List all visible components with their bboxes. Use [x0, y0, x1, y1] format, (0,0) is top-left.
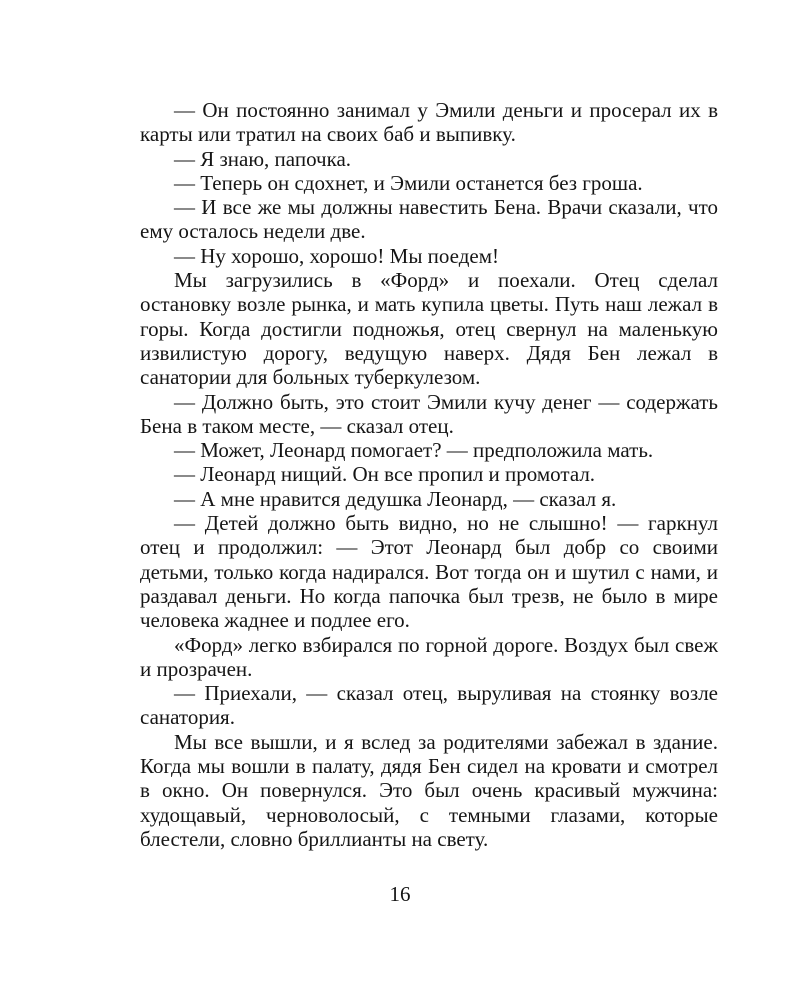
paragraph: — Должно быть, это стоит Эмили кучу денег — содержать Бена в таком месте, — сказал отец. — [140, 389, 718, 438]
paragraph: — Может, Леонард помогает? — предположила мать. — [174, 438, 654, 463]
paragraph: — А мне нравится дедушка Леонард, — сказал я. — [174, 486, 617, 511]
paragraph: — Детей должно быть видно, но не слышно! — гаркнул отец и продолжил: — Этот Леонард был добр со своими детьми, только когда надирался. Вот тогда он и шутил с нами, и раздавал деньги. Но когда папочка был трезв, не было в мире человека жаднее и подлее его. — [140, 511, 718, 633]
paragraph: — Ну хорошо, хорошо! Мы поедем! — [174, 243, 500, 268]
page-number: 16 — [389, 882, 411, 906]
paragraph: «Форд» легко взбирался по горной дороге. Воздух был свеж и прозрачен. — [140, 632, 718, 681]
paragraph: — Я знаю, папочка. — [174, 146, 352, 171]
paragraph: — Он постоянно занимал у Эмили деньги и просерал их в карты или тратил на своих баб и выпивку. — [140, 98, 718, 147]
paragraph: Мы все вышли, и я вслед за родителями забежал в здание. Когда мы вошли в палату, дядя Бен сидел на кровати и смотрел в окно. Он повернулся. Это был очень красивый мужчина: худощавый, черноволосый, с темными глазами, которые блестели, словно бриллианты на свету. — [140, 729, 718, 851]
paragraph: — Теперь он сдохнет, и Эмили останется без гроша. — [174, 170, 643, 195]
paragraph: — И все же мы должны навестить Бена. Врачи сказали, что ему осталось недели две. — [140, 195, 718, 244]
body-text — [140, 98, 718, 851]
paragraph: — Леонард нищий. Он все пропил и промотал. — [174, 462, 596, 487]
paragraph: Мы загрузились в «Форд» и поехали. Отец сделал остановку возле рынка, и мать купила цветы. Путь наш лежал в горы. Когда достигли подножья, отец свернул на маленькую извилистую дорогу, ведущую наверх. Дядя Бен лежал в санатории для больных туберкулезом. — [140, 268, 718, 390]
paragraph: — Приехали, — сказал отец, выруливая на стоянку возле санатория. — [140, 681, 718, 730]
